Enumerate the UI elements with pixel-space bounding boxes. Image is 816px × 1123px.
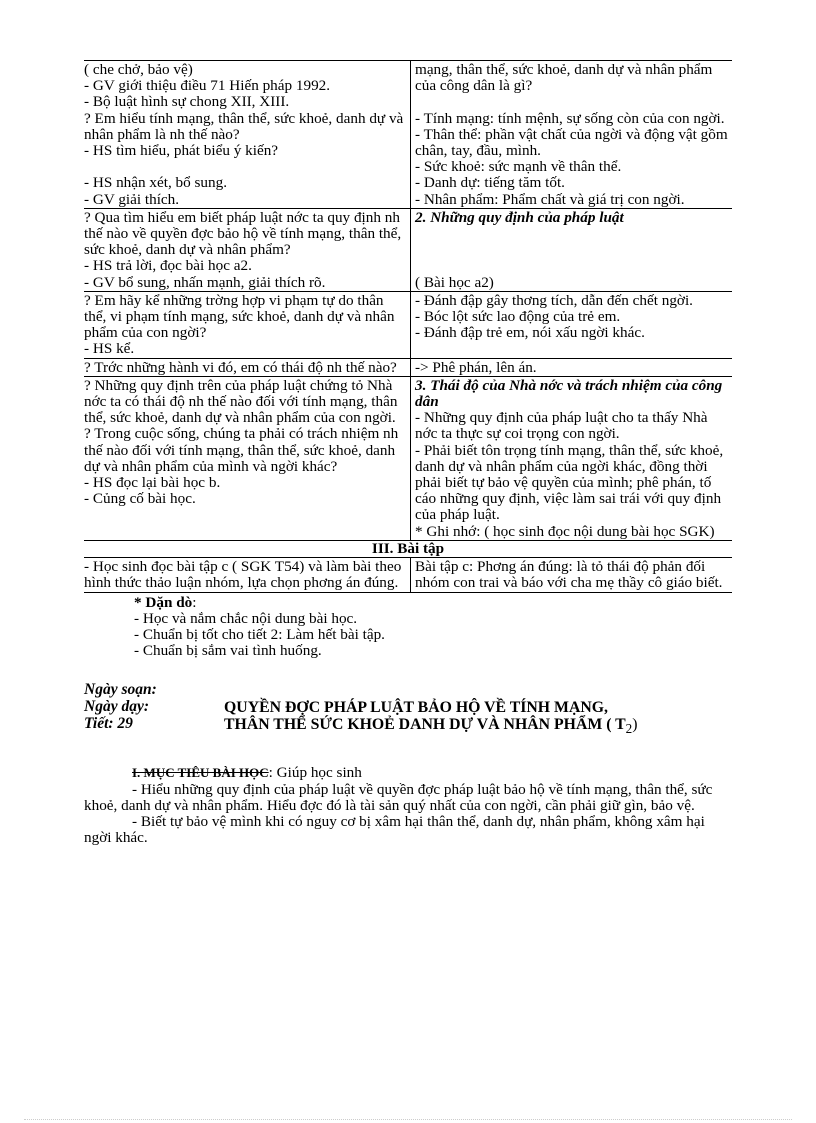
lesson-meta (84, 681, 157, 732)
table-cell-activity (84, 292, 411, 359)
homework-item: - Chuẩn bị sắm vai tình huống. (134, 642, 322, 660)
table-cell-content (411, 377, 732, 541)
exercise-activity: - Học sinh đọc bài tập c ( SGK T54) và làm bài theo hình thức thảo luận nhóm, lựa chọn phơng án đúng. (84, 558, 411, 592)
content-heading: 2. Những quy định của pháp luật (415, 208, 624, 226)
content-line: - Bóc lột sức lao động của trẻ em. (415, 308, 621, 326)
objective-item: - Hiểu những quy định của pháp luật về quyền đợc pháp luật bảo hộ về tính mạng, thân thể, sức khoẻ, danh dự và nhân phẩm. Hiểu đợc đó là tài sản quý nhất của con ngời, cần phải giữ gìn, bảo vệ. (84, 780, 713, 814)
homework-item: - Chuẩn bị tốt cho tiết 2: Làm hết bài tập. (134, 625, 385, 643)
table-cell-activity (84, 377, 411, 541)
activity-line: - Bộ luật hình sự chong XII, XIII. (84, 93, 290, 111)
date-prepared: Ngày soạn: (84, 681, 157, 699)
exercise-table (84, 558, 732, 592)
objectives-intro: : Giúp học sinh (268, 764, 362, 782)
content-line: ( Bài học a2) (415, 273, 494, 291)
title-line-2-text: THÂN THỂ SỨC KHOẺ DANH DỰ VÀ NHÂN PHẨM ( T (224, 716, 626, 734)
activity-line: ? Trớc những hành vi đó, em có thái độ nh thế nào? (84, 358, 397, 376)
content-line: - Sức khoẻ: sức mạnh về thân thể. (415, 158, 622, 176)
activity-line: - HS nhận xét, bổ sung. (84, 174, 228, 192)
table-cell-activity (84, 61, 411, 209)
content-heading: 3. Thái độ của Nhà nớc và trách nhiệm của công dân (415, 376, 723, 411)
activity-line: ? Em hiểu tính mạng, thân thể, sức khoẻ, danh dự và nhân phẩm là nh thế nào? (84, 109, 404, 143)
lesson-table (84, 60, 732, 541)
content-line: - Thân thể: phần vật chất của ngời và động vật gồm chân, tay, đầu, mình. (415, 125, 728, 160)
activity-line (84, 159, 406, 175)
content-line: * Ghi nhớ: ( học sinh đọc nội dung bài học SGK) (415, 522, 715, 540)
content-line: - Những quy định của pháp luật cho ta thấy Nhà nớc ta thực sự coi trọng con ngời. (415, 409, 708, 443)
activity-line: - GV giới thiệu điều 71 Hiến pháp 1992. (84, 77, 331, 95)
content-line: - Danh dự: tiếng tăm tốt. (415, 174, 565, 192)
content-line (415, 258, 728, 274)
activity-line: - HS tìm hiểu, phát biểu ý kiến? (84, 142, 279, 160)
date-taught: Ngày dạy: (84, 698, 149, 716)
table-cell-content (411, 292, 732, 359)
title-line-2 (224, 716, 724, 737)
activity-line: ( che chở, bảo vệ) (84, 61, 193, 78)
homework: * Dặn dò: - Học và nắm chắc nội dung bài học. - Chuẩn bị tốt cho tiết 2: Làm hết bài tập. - Chuẩn bị sắm vai tình huống. (134, 595, 732, 660)
activity-line: ? Qua tìm hiểu em biết pháp luật nớc ta quy định nh thế nào về quyền đợc bảo hộ về tính mạng, thân thể, sức khoẻ, danh dự và nhân phẩm? (84, 208, 402, 259)
table-cell-content (411, 359, 732, 377)
content-line: -> Phê phán, lên án. (415, 358, 537, 376)
activity-line: ? Trong cuộc sống, chúng ta phải có trách nhiệm nh thế nào đối với tính mạng, thân thể, sức khoẻ, danh dự và nhân phẩm của mình và ngời khác? (84, 425, 399, 475)
lesson-header (84, 681, 732, 743)
objective-item: - Biết tự bảo vệ mình khi có nguy cơ bị xâm hại thân thể, danh dự, nhân phẩm, không xâm hại ngời khác. (84, 812, 705, 847)
activity-line: - HS trả lời, đọc bài học a2. (84, 257, 252, 275)
activity-line: - GV bổ sung, nhấn mạnh, giải thích rõ. (84, 273, 326, 291)
activity-line: - GV giải thích. (84, 190, 180, 208)
content-line: - Đánh đập trẻ em, nói xấu ngời khác. (415, 324, 645, 342)
table-cell-content (411, 209, 732, 292)
title-line-1: QUYỀN ĐỢC PHÁP LUẬT BẢO HỘ VỀ TÍNH MẠNG, (224, 699, 608, 717)
section-title: III. Bài tập (84, 541, 732, 558)
page-edge (24, 1119, 792, 1120)
content-line: - Nhân phẩm: Phẩm chất và giá trị con ngời. (415, 190, 685, 208)
document-page (84, 60, 732, 846)
activity-line: ? Em hãy kể những trờng hợp vi phạm tự do thân thể, vi phạm tính mạng, sức khoẻ, danh dự và nhân phẩm của con ngời? (84, 291, 395, 342)
title-end: ) (632, 716, 638, 734)
lesson-title (224, 699, 724, 737)
homework-heading: * Dặn dò (134, 593, 193, 611)
table-cell-content (411, 61, 732, 209)
content-line (415, 242, 728, 258)
activity-line: - HS đọc lại bài học b. (84, 474, 221, 492)
exercise-answer: Bài tập c: Phơng án đúng: là tỏ thái độ phản đối nhóm con trai và báo với cha mẹ thầy cô giáo biết. (411, 558, 732, 592)
objectives-heading: I. MỤC TIÊU BÀI HỌC (132, 765, 269, 781)
activity-line: - Củng cố bài học. (84, 490, 196, 508)
activity-line: ? Những quy định trên của pháp luật chứng tỏ Nhà nớc ta có thái độ nh thế nào đối với tính mạng, thân thể, sức khoẻ, danh dự và nhân phẩm của con ngời. (84, 376, 398, 427)
content-line (415, 94, 728, 110)
title-subscript: 2 (625, 721, 633, 737)
period-number: Tiết: 29 (84, 715, 133, 733)
table-cell-activity (84, 359, 411, 377)
activity-line: - HS kể. (84, 340, 135, 358)
objectives (84, 765, 732, 846)
content-line: - Phải biết tôn trọng tính mạng, thân thể, sức khoẻ, danh dự và nhân phẩm của ngời khác, đồng thời phải biết tự bảo vệ quyền của mình; phê phán, tố cáo những quy định, việc làm sai trái với quy định của pháp luật. (415, 441, 724, 524)
table-cell-activity (84, 209, 411, 292)
content-line: mạng, thân thể, sức khoẻ, danh dự và nhân phẩm của công dân là gì? (415, 61, 713, 95)
content-line (415, 226, 728, 242)
content-line: - Đánh đập gây thơng tích, dẫn đến chết ngời. (415, 291, 693, 309)
content-line: - Tính mạng: tính mệnh, sự sống còn của con ngời. (415, 109, 725, 127)
homework-item: - Học và nắm chắc nội dung bài học. (134, 609, 358, 627)
